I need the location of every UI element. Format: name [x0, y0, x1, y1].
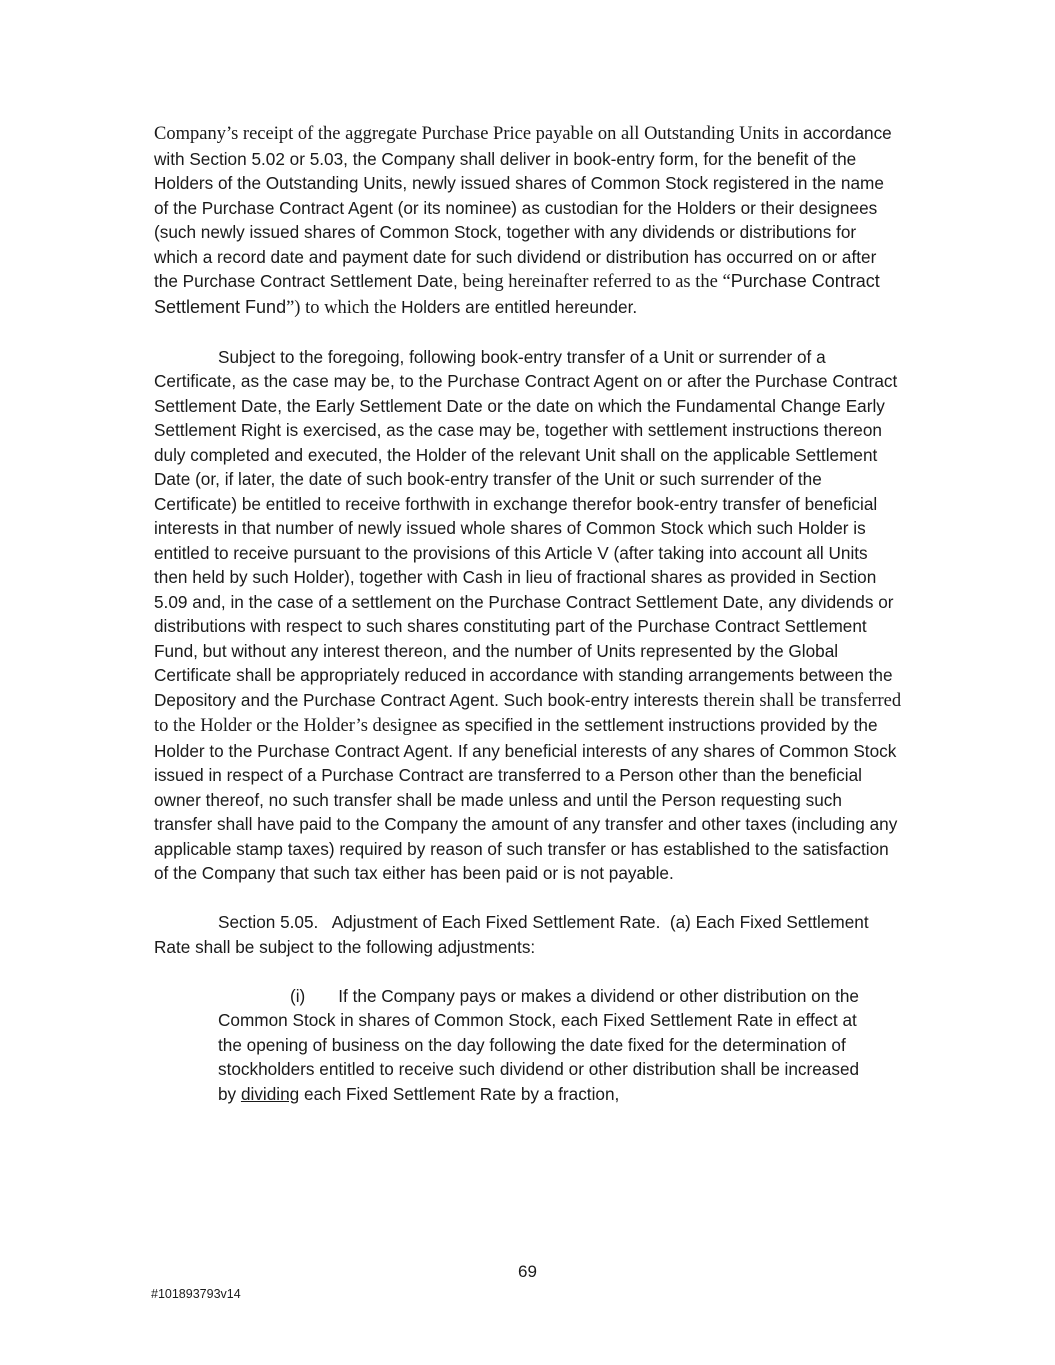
defined-term-purchase-contract-settlement-fund: Purchase Contract Settlement Fund — [154, 271, 880, 317]
text-run: accordance with Section 5.02 or 5.03, the Company shall deliver in book-entry form, for the benefit of the Holders of the Outstanding Units, newly issued shares of Common Stock registered in the name of the Purchase Contract Agent (or its nominee) as custodian for the Holders or their designees (such newly issued shares of Common Stock, together with any dividends or distributions for which a record date and payment date for such dividend or distribution has occurred on or after the Purchase Contract Settlement Date, — [154, 123, 892, 291]
text-run: each Fixed Settlement Rate by a fraction, — [299, 1083, 620, 1104]
document-id-stamp: #101893793v14 — [151, 1287, 241, 1301]
paragraph-purchase-contract-settlement-fund — [154, 121, 902, 320]
paragraph-book-entry-transfer — [154, 345, 902, 886]
clause-i-paragraph — [218, 984, 880, 1107]
section-5-05-heading-paragraph — [154, 910, 902, 959]
text-run: Subject to the foregoing, following book-entry transfer of a Unit or surrender of a Certificate, as the case may be, to the Purchase Contract Agent on or after the Purchase Contract Settlement Date, the Early Settlement Date or the date on which the Fundamental Change Early Settlement Right is exercised, as the case may be, together with settlement instructions thereon duly completed and executed, the Holder of the relevant Unit shall on the applicable Settlement Date (or, if later, the date of such book-entry transfer of the Unit or such surrender of the Certificate) be entitled to receive forthwith in exchange therefor book-entry transfer of beneficial interests in that number of newly issued whole shares of Common Stock which such Holder is entitled to receive pursuant to the provisions of this Article V (after taking into account all Units then held by such Holder), together with Cash in lieu of fractional shares as provided in Section 5.09 and, in the case of a settlement on the Purchase Contract Settlement Date, any dividends or distributions with respect to such shares constituting part of the Purchase Contract Settlement Fund, but without any interest thereon, and the number of Units represented by the Global Certificate shall be appropriately reduced in accordance with standing arrangements between the Depository and the Purchase Contract Agent. Such book-entry interests — [154, 346, 898, 710]
section-5-05-text: Section 5.05. Adjustment of Each Fixed Settlement Rate. (a) Each Fixed Settlement Rate shall be subject to the following adjustments: — [154, 912, 869, 957]
text-run-serif: therein shall be transferred to the Holder or the Holder’s designee — [154, 690, 902, 736]
text-run: Holders are entitled hereunder. — [401, 296, 638, 317]
text-run-serif: Company’s receipt of the aggregate Purchase Price payable on all Outstanding Units in — [154, 124, 803, 144]
page-number: 69 — [518, 1262, 537, 1281]
text-run: If the Company pays or makes a dividend or other distribution on the Common Stock in shares of Common Stock, each Fixed Settlement Rate in effect at the opening of business on the day following the date fixed for the determination of stockholders entitled to receive such dividend or other distribution shall be increased by — [218, 985, 860, 1104]
document-body — [154, 121, 902, 1106]
clause-i-label: (i) — [290, 985, 306, 1006]
text-run: as specified in the settlement instructions provided by the Holder to the Purchase Contract Agent. If any beneficial interests of any shares of Common Stock issued in respect of a Purchase Contract are transferred to a Person other than the beneficial owner thereof, no such transfer shall be made unless and until the Person requesting such transfer shall have paid to the Company the amount of any transfer and other taxes (including any applicable stamp taxes) required by reason of such transfer or has established to the satisfaction of the Company that such tax either has been paid or is not payable. — [154, 715, 898, 883]
text-run-serif: ”) to which the — [286, 297, 402, 318]
text-run-serif: being hereinafter referred to as the “ — [462, 272, 731, 292]
underlined-word-dividing: dividing — [240, 1083, 300, 1104]
